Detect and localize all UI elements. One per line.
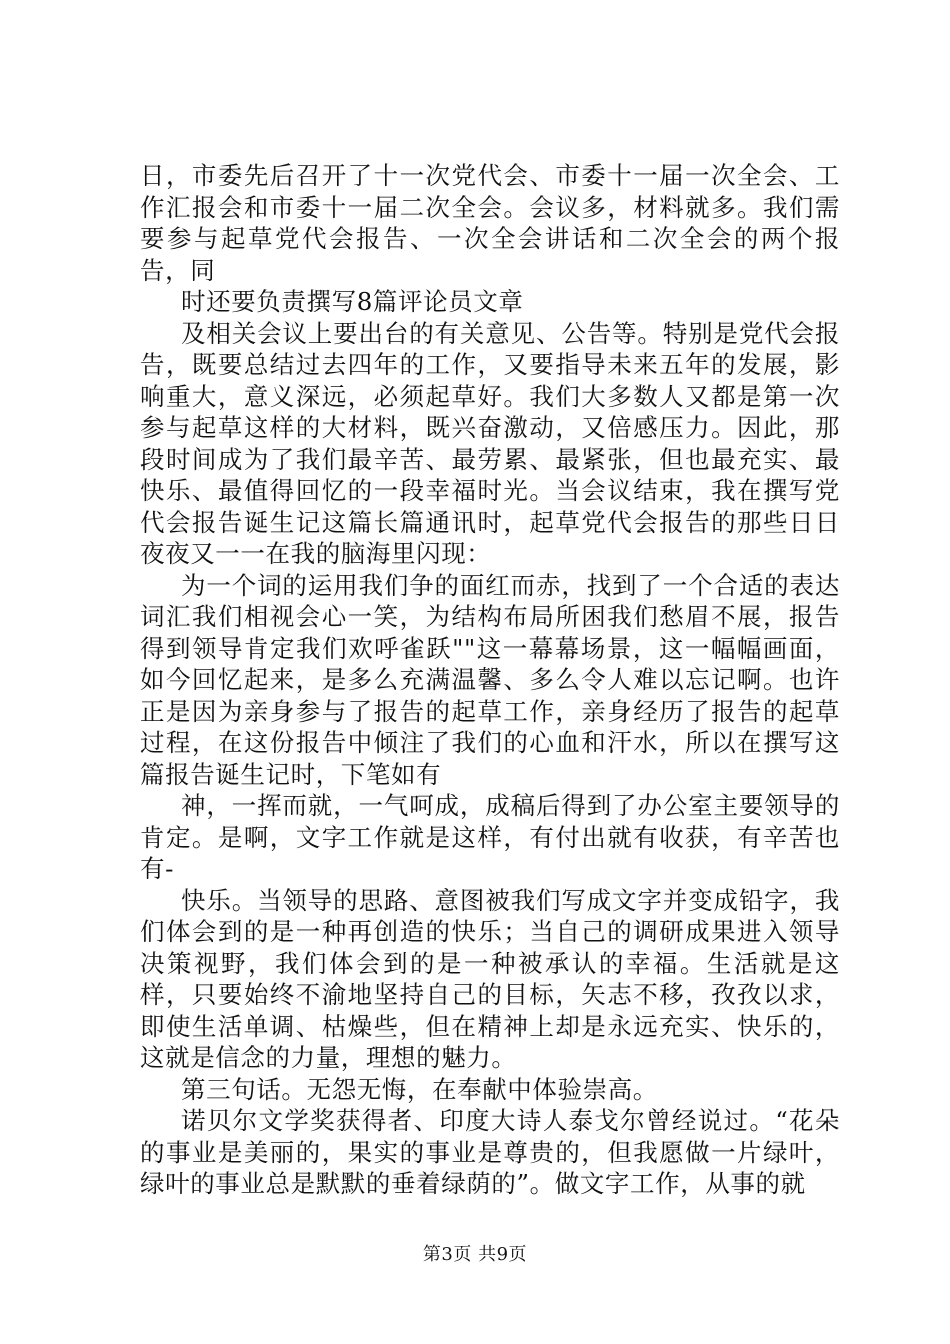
paragraph-7: 第三句话。无怨无悔，在奉献中体验崇高。 (181, 1074, 658, 1104)
paragraph-6: 快乐。当领导的思路、意图被我们写成文字并变成铅字，我们体会到的是一种再创造的快乐；当自己的调研成果进入领导决策视野，我们体会到的是一种被承认的幸福。生活就是这样，只要始终不渝地坚持自己的目标，矢志不移，孜孜以求，即使生活单调、枯燥些，但在精神上却是永远充实、快乐的，这就是信念的力量，理想的魅力。 (140, 885, 840, 1072)
paragraph-5: 神，一挥而就，一气呵成，成稿后得到了办公室主要领导的肯定。是啊，文字工作就是这样，有付出就有收获，有辛苦也有- (140, 791, 840, 883)
paragraph-1: 日，市委先后召开了十一次党代会、市委十一届一次全会、工作汇报会和市委十一届二次全会。会议多，材料就多。我们需要参与起草党代会报告、一次全会讲话和二次全会的两个报告，同 (140, 161, 840, 285)
document-body (140, 160, 840, 1200)
paragraph-3: 及相关会议上要出台的有关意见、公告等。特别是党代会报告，既要总结过去四年的工作，又要指导未来五年的发展，影响重大，意义深远，必须起草好。我们大多数人又都是第一次参与起草这样的大材料，既兴奋激动，又倍感压力。因此，那段时间成为了我们最辛苦、最劳累、最紧张，但也最充实、最快乐、最值得回忆的一段幸福时光。当会议结束，我在撰写党代会报告诞生记这篇长篇通讯时，起草党代会报告的那些日日夜夜又一一在我的脑海里闪现： (140, 318, 840, 568)
paragraph-8: 诺贝尔文学奖获得者、印度大诗人泰戈尔曾经说过。“花朵的事业是美丽的，果实的事业是尊贵的，但我愿做一片绿叶，绿叶的事业总是默默的垂着绿荫的”。做文字工作，从事的就 (140, 1106, 840, 1198)
paragraph-4: 为一个词的运用我们争的面红而赤，找到了一个合适的表达词汇我们相视会心一笑，为结构布局所困我们愁眉不展，报告得到领导肯定我们欢呼雀跃""这一幕幕场景，这一幅幅画面，如今回忆起来，是多么充满温馨、多么令人难以忘记啊。也许正是因为亲身参与了报告的起草工作，亲身经历了报告的起草过程，在这份报告中倾注了我们的心血和汗水，所以在撰写这篇报告诞生记时，下笔如有 (140, 570, 840, 789)
paragraph-2: 时还要负责撰写8篇评论员文章 (181, 287, 524, 316)
page-number: 第3页 共9页 (422, 1244, 528, 1265)
page-footer (0, 1243, 950, 1267)
